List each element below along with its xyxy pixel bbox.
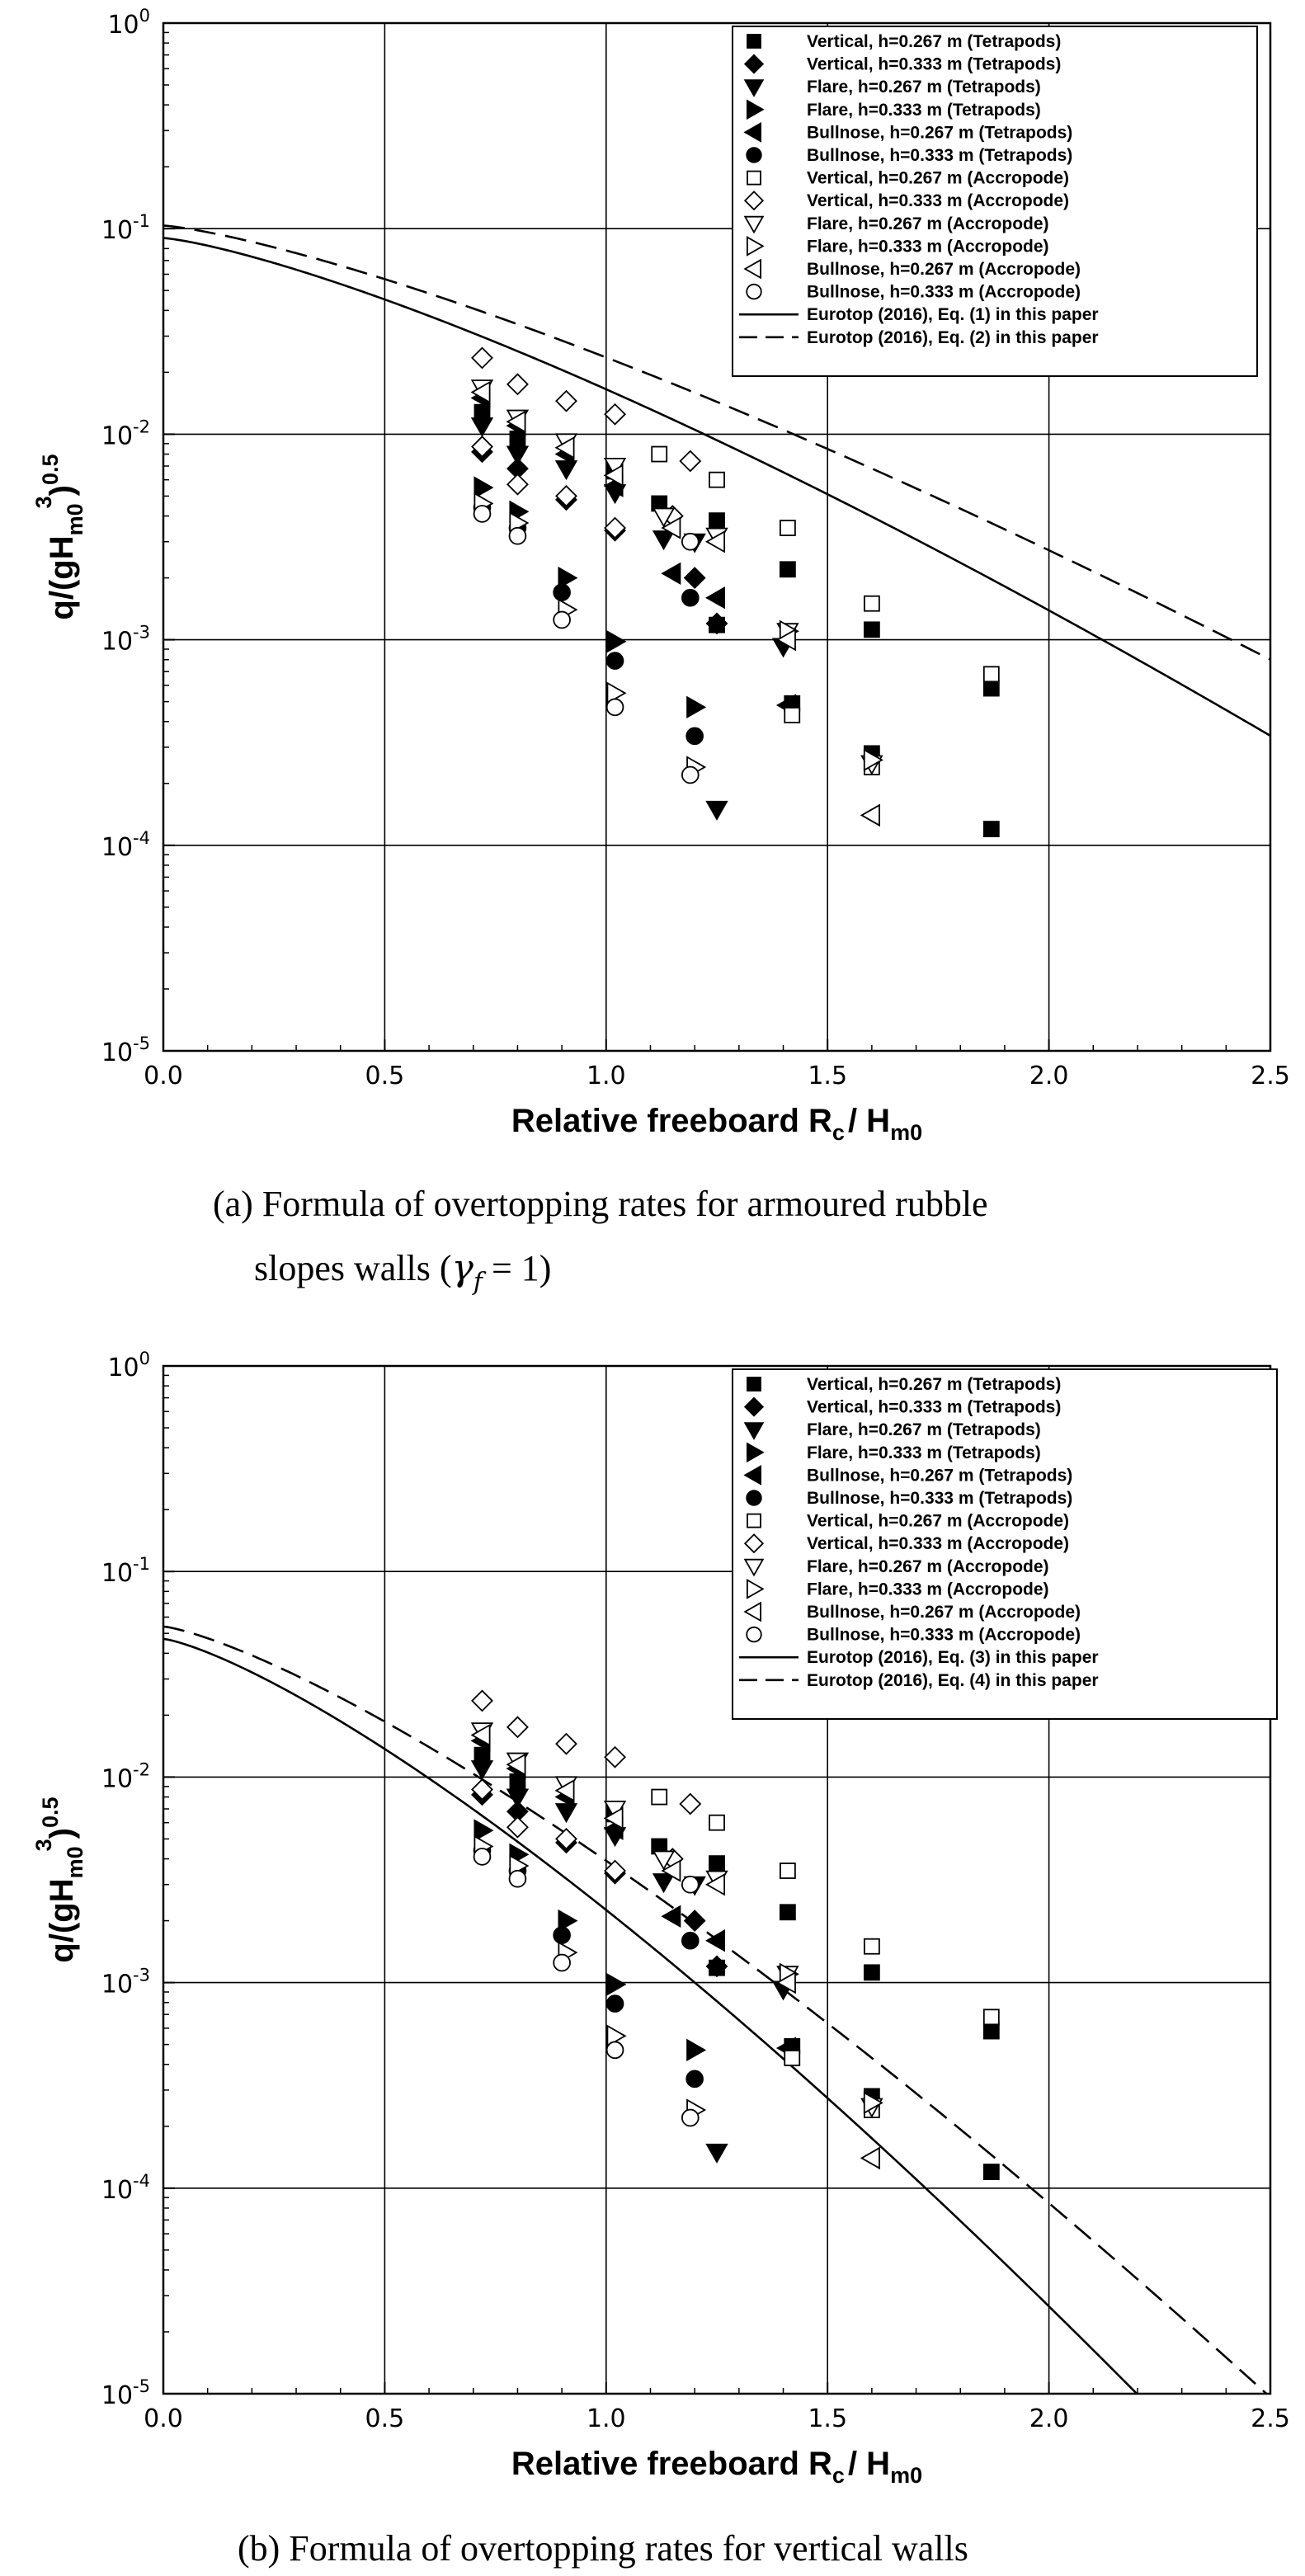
legend-label: Flare, h=0.333 m (Accropode) — [807, 237, 1049, 257]
legend-label: Flare, h=0.333 m (Tetrapods) — [807, 1443, 1041, 1462]
data-point-open-diamond — [507, 1817, 527, 1837]
data-point-filled-circle — [607, 1995, 624, 2012]
y-tick-label: $10^{-5}$ — [101, 1034, 150, 1067]
data-point-filled-triangle-down — [507, 446, 527, 464]
legend-label: Bullnose, h=0.267 m (Accropode) — [807, 1603, 1081, 1622]
legend-label: Vertical, h=0.333 m (Accropode) — [807, 1534, 1070, 1554]
legend-label: Flare, h=0.333 m (Tetrapods) — [807, 100, 1041, 120]
y-tick-label: $10^{-4}$ — [101, 2170, 150, 2205]
y-tick-label: $10^{-1}$ — [101, 1554, 150, 1589]
caption-b-line1: (b) Formula of overtopping rates for vertical walls — [238, 2528, 968, 2569]
legend-label: Flare, h=0.333 m (Accropode) — [807, 1580, 1049, 1599]
data-point-open-triangle-left — [862, 805, 879, 825]
data-point-filled-triangle-right — [687, 2040, 704, 2060]
data-point-open-square — [709, 1815, 724, 1830]
data-point-open-square — [865, 1939, 879, 1954]
y-tick-label: $10^{-5}$ — [101, 2376, 150, 2410]
legend-b — [733, 1369, 1277, 1719]
data-point-filled-triangle-down — [707, 2145, 727, 2162]
x-tick-label: 2.0 — [1029, 2404, 1069, 2433]
data-point-filled-square — [709, 513, 724, 528]
x-tick-label: 2.0 — [1029, 1062, 1069, 1090]
data-point-open-triangle-left — [862, 2148, 879, 2168]
data-point-open-square — [709, 473, 724, 487]
data-point-open-diamond — [605, 1861, 624, 1881]
data-point-open-circle — [682, 534, 699, 550]
y-axis-title-a: $q/(gH_{m0}3)^{0.5}$ — [31, 454, 87, 620]
data-point-open-circle — [474, 1848, 491, 1865]
data-point-filled-triangle-down — [653, 531, 673, 549]
data-point-open-square — [780, 520, 795, 535]
legend-label: Bullnose, h=0.267 m (Accropode) — [807, 260, 1081, 279]
legend-label: Flare, h=0.267 m (Accropode) — [807, 214, 1049, 233]
data-point-filled-square — [984, 2024, 999, 2039]
y-tick-label: $10^{-2}$ — [101, 1759, 150, 1794]
legend-label: Flare, h=0.267 m (Tetrapods) — [807, 78, 1041, 97]
points-b — [472, 1691, 998, 2179]
legend-symbol-filled-square — [747, 1377, 761, 1391]
legend-label: Vertical, h=0.333 m (Tetrapods) — [807, 1397, 1062, 1417]
curve-solid — [163, 1639, 1270, 2531]
legend-label: Eurotop (2016), Eq. (3) in this paper — [807, 1648, 1099, 1668]
data-point-open-square — [784, 708, 799, 723]
x-axis-title-a: Relative freeboard $R_c / H_{m0}$ — [511, 1103, 923, 1145]
data-point-filled-circle — [554, 1927, 570, 1943]
data-point-filled-circle — [607, 652, 624, 669]
data-point-filled-circle — [682, 590, 699, 606]
legend-label: Vertical, h=0.333 m (Tetrapods) — [807, 54, 1062, 74]
data-point-open-diamond — [605, 404, 624, 424]
data-point-filled-triangle-down — [653, 1874, 673, 1891]
data-point-filled-triangle-right — [607, 632, 624, 652]
legend-label: Bullnose, h=0.267 m (Tetrapods) — [807, 1466, 1073, 1486]
data-point-filled-circle — [686, 728, 703, 744]
data-point-open-diamond — [507, 474, 527, 494]
data-point-open-square — [652, 447, 667, 462]
data-point-filled-square — [780, 1905, 795, 1919]
legend-label: Bullnose, h=0.333 m (Tetrapods) — [807, 146, 1073, 165]
curves-b — [163, 1627, 1270, 2531]
data-point-filled-triangle-left — [707, 588, 724, 608]
x-tick-label: 0.5 — [365, 1062, 405, 1090]
data-point-filled-square — [984, 681, 999, 696]
legend-label: Eurotop (2016), Eq. (4) in this paper — [807, 1670, 1099, 1690]
data-point-open-square — [865, 596, 879, 611]
legend-label: Vertical, h=0.267 m (Tetrapods) — [807, 1375, 1062, 1394]
data-point-open-circle — [554, 1955, 570, 1971]
x-tick-label: 1.5 — [808, 2404, 848, 2433]
data-point-filled-square — [865, 622, 879, 637]
data-point-open-diamond — [605, 518, 624, 538]
legend-label: Bullnose, h=0.333 m (Accropode) — [807, 282, 1081, 302]
y-tick-label: $10^{-2}$ — [101, 417, 150, 451]
legend-symbol-open-square — [747, 172, 761, 185]
legend-label: Eurotop (2016), Eq. (1) in this paper — [807, 305, 1099, 325]
data-point-open-square — [784, 2051, 799, 2065]
y-tick-label: $10^0$ — [107, 6, 150, 40]
data-point-open-circle — [682, 767, 699, 784]
data-point-filled-circle — [554, 584, 570, 600]
legend-symbol-filled-circle — [747, 148, 761, 162]
data-point-open-circle — [554, 612, 570, 629]
x-tick-label: 2.5 — [1251, 1062, 1290, 1090]
x-tick-label: 0.0 — [144, 2404, 183, 2433]
y-axis-title-b: $q/(gH_{m0}3)^{0.5}$ — [31, 1797, 87, 1963]
data-point-filled-square — [984, 822, 999, 836]
data-point-filled-square — [865, 1965, 879, 1980]
x-tick-label: 1.0 — [586, 2404, 626, 2433]
data-point-filled-circle — [682, 1933, 699, 1949]
data-point-filled-square — [780, 562, 795, 577]
x-axis-title-b: Relative freeboard $R_c / H_{m0}$ — [511, 2446, 923, 2488]
legend-label: Vertical, h=0.267 m (Accropode) — [807, 1511, 1070, 1531]
data-point-open-diamond — [605, 1747, 624, 1767]
data-point-open-diamond — [556, 391, 576, 411]
data-point-open-square — [984, 666, 999, 681]
legend-label: Flare, h=0.267 m (Tetrapods) — [807, 1420, 1041, 1440]
data-point-filled-triangle-down — [472, 418, 492, 436]
data-point-filled-triangle-down — [707, 802, 727, 819]
data-point-open-diamond — [472, 1691, 492, 1711]
legend-symbol-open-circle — [747, 285, 761, 299]
data-point-filled-circle — [686, 2070, 703, 2087]
data-point-filled-triangle-left — [662, 1906, 680, 1926]
data-point-open-diamond — [472, 348, 492, 368]
data-point-open-square — [780, 1863, 795, 1878]
data-point-open-circle — [510, 528, 526, 544]
data-point-filled-triangle-right — [607, 1975, 624, 1994]
data-point-filled-square — [984, 2164, 999, 2179]
chart-panel-a — [31, 6, 1290, 1297]
data-point-open-diamond — [507, 374, 527, 394]
data-point-open-diamond — [507, 1717, 527, 1737]
data-point-open-circle — [510, 1871, 526, 1887]
y-tick-label: $10^{-3}$ — [101, 622, 150, 657]
legend-symbol-open-square — [747, 1514, 761, 1528]
caption-a-line1: (a) Formula of overtopping rates for armoured rubble — [213, 1184, 988, 1224]
data-point-filled-triangle-right — [687, 697, 704, 717]
legend-label: Bullnose, h=0.267 m (Tetrapods) — [807, 123, 1073, 143]
data-point-open-diamond — [556, 1734, 576, 1754]
y-tick-label: $10^{-3}$ — [101, 1965, 150, 1999]
data-point-open-circle — [607, 699, 624, 715]
data-point-open-circle — [682, 1877, 699, 1893]
x-tick-label: 1.0 — [586, 1062, 626, 1090]
y-tick-label: $10^0$ — [107, 1349, 150, 1382]
legend-label: Vertical, h=0.267 m (Tetrapods) — [807, 32, 1062, 51]
x-tick-label: 2.5 — [1251, 2404, 1290, 2433]
legend-symbol-filled-square — [747, 35, 761, 48]
data-point-open-square — [984, 2009, 999, 2024]
data-point-open-diamond — [681, 1794, 700, 1814]
data-point-open-square — [652, 1790, 667, 1805]
legend-label: Vertical, h=0.333 m (Accropode) — [807, 191, 1070, 211]
legend-label: Bullnose, h=0.333 m (Tetrapods) — [807, 1489, 1073, 1508]
data-point-open-circle — [607, 2041, 624, 2058]
data-point-filled-diamond — [685, 1910, 704, 1930]
legend-symbol-open-circle — [747, 1627, 761, 1642]
y-tick-label: $10^{-4}$ — [101, 827, 150, 862]
legend-label: Eurotop (2016), Eq. (2) in this paper — [807, 327, 1099, 347]
curve-dashed — [163, 1627, 1270, 2397]
legend-symbol-filled-circle — [747, 1491, 761, 1505]
data-point-open-diamond — [681, 451, 700, 471]
legend-label: Vertical, h=0.267 m (Accropode) — [807, 168, 1070, 188]
chart-panel-b — [31, 1349, 1290, 2569]
points-a — [472, 348, 998, 836]
legend-label: Flare, h=0.267 m (Accropode) — [807, 1556, 1049, 1576]
caption-a-line2: slopes walls $(\gamma_f = 1)$ — [254, 1247, 552, 1297]
x-tick-label: 0.5 — [365, 2404, 405, 2433]
y-tick-label: $10^{-1}$ — [101, 211, 150, 246]
data-point-filled-square — [709, 1856, 724, 1871]
data-point-filled-diamond — [685, 567, 704, 587]
data-point-open-circle — [474, 506, 491, 522]
data-point-filled-triangle-left — [662, 563, 680, 583]
x-tick-label: 0.0 — [144, 1062, 183, 1090]
legend-a — [733, 26, 1257, 376]
legend-label: Bullnose, h=0.333 m (Accropode) — [807, 1625, 1081, 1645]
x-tick-label: 1.5 — [808, 1062, 848, 1090]
data-point-open-circle — [682, 2110, 699, 2126]
